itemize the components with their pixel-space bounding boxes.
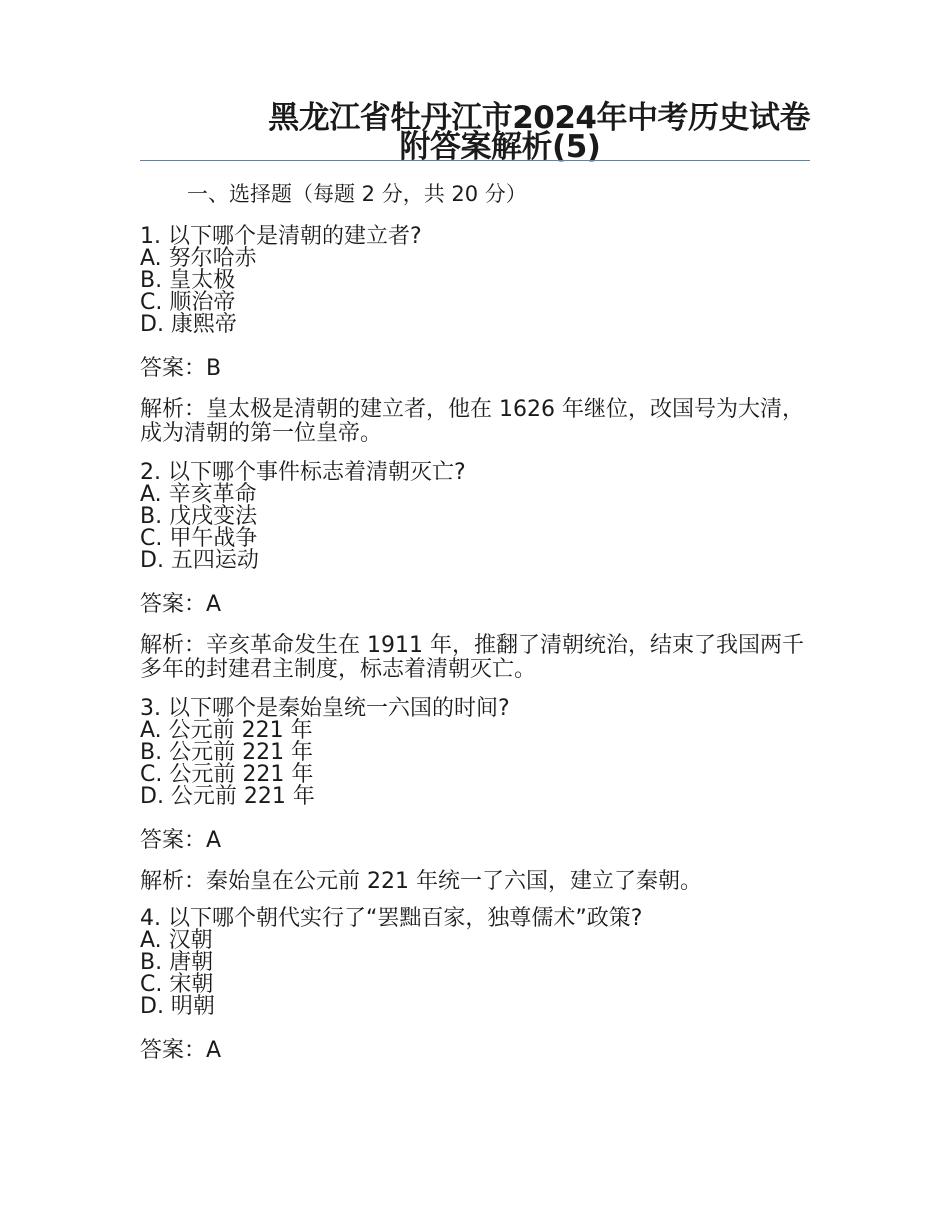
analysis-text: 解析：辛亥革命发生在 1911 年，推翻了清朝统治，结束了我国两千多年的封建君主制度，标志着清朝灭亡。 [140,633,804,682]
question-1 [140,226,810,446]
answer-text: 答案：A [140,828,222,853]
document-title [140,100,810,165]
answer-text: 答案：B [140,356,222,381]
title-line-1: 黑龙江省牡丹江市2024年中考历史试卷 [268,100,810,136]
option-d: D. 公元前 221 年 [140,784,315,809]
question-2 [140,462,810,682]
option-b: B. 戊戌变法 [140,504,258,529]
question-stem: 2. 以下哪个事件标志着清朝灭亡? [140,460,466,485]
option-a: A. 汉朝 [140,928,213,953]
option-c: C. 顺治帝 [140,290,236,315]
question-4 [140,908,810,1065]
question-stem: 4. 以下哪个朝代实行了“罢黜百家，独尊儒术”政策? [140,906,643,931]
option-c: C. 甲午战争 [140,526,258,551]
question-list [140,226,810,1065]
option-a: A. 辛亥革命 [140,482,257,507]
section-title: 一、选择题（每题 2 分，共 20 分） [187,182,527,206]
analysis-text: 解析：秦始皇在公元前 221 年统一了六国，建立了秦朝。 [140,869,702,894]
option-c: C. 宋朝 [140,972,214,997]
option-list [140,484,810,572]
option-list [140,720,810,808]
title-divider [140,160,810,161]
answer-text: 答案：A [140,592,222,617]
option-list [140,248,810,336]
option-d: D. 康熙帝 [140,312,237,337]
option-c: C. 公元前 221 年 [140,762,314,787]
option-d: D. 明朝 [140,994,215,1019]
option-b: B. 唐朝 [140,950,214,975]
title-line-2: 附答案解析(5) [399,129,601,165]
question-stem: 3. 以下哪个是秦始皇统一六国的时间? [140,696,510,721]
option-list [140,930,810,1018]
option-a: A. 努尔哈赤 [140,246,257,271]
answer-text: 答案：A [140,1038,222,1063]
option-d: D. 五四运动 [140,548,259,573]
question-3 [140,698,810,894]
option-b: B. 皇太极 [140,268,236,293]
option-a: A. 公元前 221 年 [140,718,313,743]
question-stem: 1. 以下哪个是清朝的建立者? [140,224,422,249]
analysis-text: 解析：皇太极是清朝的建立者，他在 1626 年继位，改国号为大清，成为清朝的第一位皇帝。 [140,397,804,446]
option-b: B. 公元前 221 年 [140,740,314,765]
